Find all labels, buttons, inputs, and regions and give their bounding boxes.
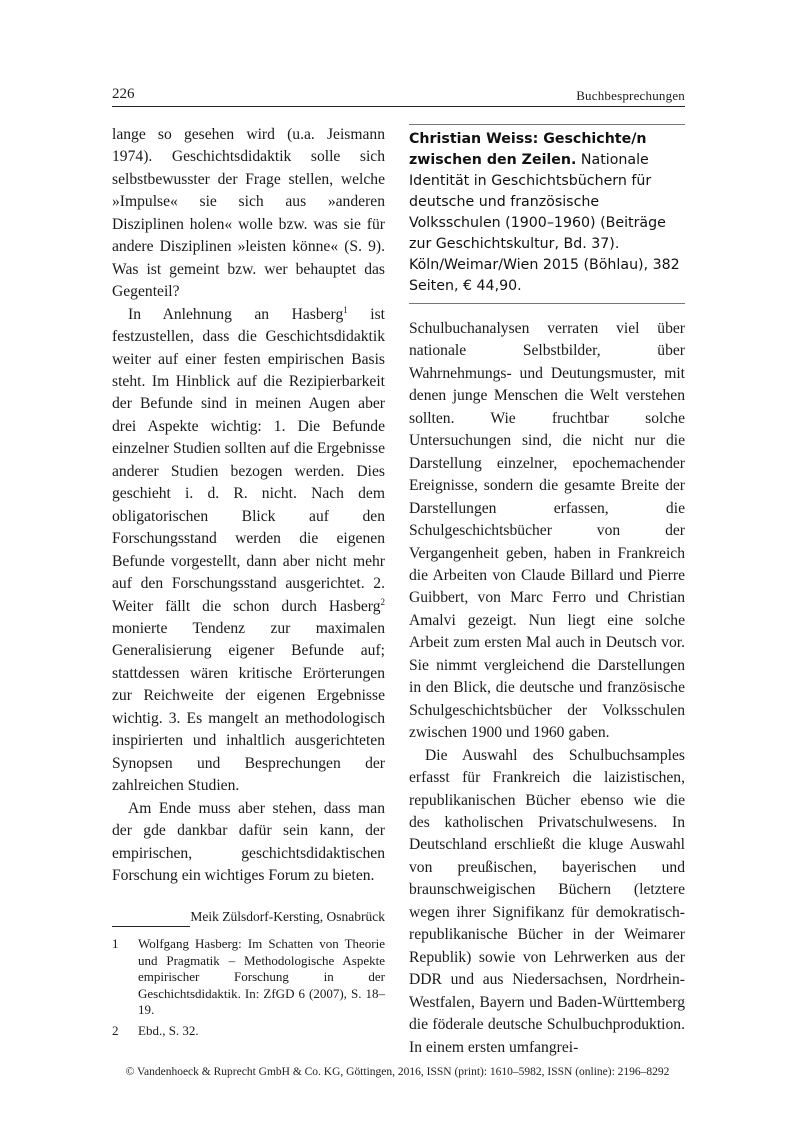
footnote-ref-2[interactable]: 2 [380, 596, 385, 607]
running-title: Buchbesprechungen [576, 88, 685, 103]
footnote-ref-1[interactable]: 1 [343, 304, 348, 315]
footnote-divider [112, 926, 190, 927]
copyright-footer: © Vandenhoeck & Ruprecht GmbH & Co. KG, Göttingen, 2016, ISSN (print): 1610–5982, ISSN (online): 2196–8292 [125, 1066, 670, 1078]
right-paragraph-2: Die Auswahl des Schulbuchsamples erfasst für Frankreich die laizistischen, republikanischen Bücher ebenso wie die des katholischen Privatschulwesens. In Deutschland erschließt die kluge Auswahl von preußischen, bayerischen und braunschweigischen Büchern (letztere wegen ihrer Signifikanz für demokratisch-republikanische Bücher in der Weimarer Republik) sowie von Lehrwerken aus der DDR und aus Niedersachsen, Nordrhein-Westfalen, Bayern und Baden-Württemberg die föderale deutsche Schulbuchproduktion. In einem ersten umfangrei- [409, 746, 685, 1056]
review-author-title: Christian Weiss: Geschichte/n zwischen den Zeilen. [409, 131, 647, 168]
left-paragraph-2-start: In Anlehnung an Hasberg [128, 305, 344, 323]
footnote-number: 2 [112, 1022, 119, 1038]
footnote-number: 1 [112, 936, 119, 951]
review-details: Nationale Identität in Geschichtsbüchern für deutsche und französische Volksschulen (1900–1960) (Beiträge zur Geschichtskultur, Bd. 37). Köln/Weimar/Wien 2015 (Böhlau), 382 Seiten, € 44,90. [409, 152, 680, 294]
left-column [112, 124, 385, 925]
left-paragraph-1: lange so gesehen wird (u.a. Jeismann 1974). Geschichtsdidaktik solle sich selbstbewusster der Frage stellen, welche »Impulse« sie sich aus »anderen Disziplinen holen« wolle bzw. was sie für andere Disziplinen »leisten könne« (S. 9). Was ist gemeint bzw. wer behauptet das Gegenteil? [112, 126, 385, 301]
left-paragraph-2-end: monierte Tendenz zur maximalen Generalisierung eigener Befunde auf; stattdessen wären kritische Erörterungen zur Reichweite der eigenen Ergebnisse wichtig. 3. Es mangelt an methodologisch inspirierten und inhaltlich ausgerichteten Synopsen und Besprechungen der zahlreichen Studien. [112, 619, 385, 795]
footnote-1 [112, 936, 385, 1019]
page-header [112, 86, 685, 107]
right-column [409, 124, 685, 1059]
review-signature: Meik Zülsdorf-Kersting, Osnabrück [190, 909, 385, 925]
page-number: 226 [112, 86, 135, 102]
footnote-text: Ebd., S. 32. [138, 1022, 199, 1038]
left-paragraph-2 [112, 304, 385, 798]
footnotes [112, 936, 385, 1043]
left-paragraph-3: Am Ende muss aber stehen, dass man der gde dankbar dafür sein kann, der empirischen, geschichtsdidaktischen Forschung ein wichtiges Forum zu bieten. [112, 799, 385, 884]
review-bibliographic-box [409, 124, 685, 304]
footnote-2 [112, 1023, 385, 1040]
right-paragraph-1: Schulbuchanalysen verraten viel über nationale Selbstbilder, über Wahrnehmungs- und Deutungsmuster, mit denen junge Menschen die Welt verstehen sollten. Wie fruchtbar solche Untersuchungen sind, die nicht nur die Darstellung einzelner, epochemachender Ereignisse, sondern die gesamte Breite der Darstellungen erfassen, die Schulgeschichtsbücher von der Vergangenheit geben, haben in Frankreich die Arbeiten von Claude Billard und Pierre Guibbert, von Marc Ferro und Christian Amalvi gezeigt. Nun liegt eine solche Arbeit zum ersten Mal auch in Deutsch vor. Sie nimmt vergleichend die Darstellungen in den Blick, die deutsche und französische Schulgeschichtsbücher der Volksschulen zwischen 1900 und 1960 gaben. [409, 320, 685, 742]
footnote-text: Wolfgang Hasberg: Im Schatten von Theorie und Pragmatik – Methodologische Aspekte empirischer Forschung in der Geschichtsdidaktik. In: ZfGD 6 (2007), S. 18–19. [138, 936, 385, 1017]
left-paragraph-2-mid: ist festzustellen, dass die Geschichtsdidaktik weiter auf einer festen empirischen Basis steht. Im Hinblick auf die Rezipierbarkeit der Befunde sind in meinen Augen aber drei Aspekte wichtig: 1. Die Befunde einzelner Studien sollten auf die Ergebnisse anderer Studien bezogen werden. Dies geschieht i. d. R. nicht. Nach dem obligatorischen Blick auf den Forschungsstand werden die eigenen Befunde vorgestellt, dann aber nicht mehr auf den Forschungsstand ausgerichtet. 2. Weiter fällt die schon durch Hasberg [112, 305, 385, 615]
